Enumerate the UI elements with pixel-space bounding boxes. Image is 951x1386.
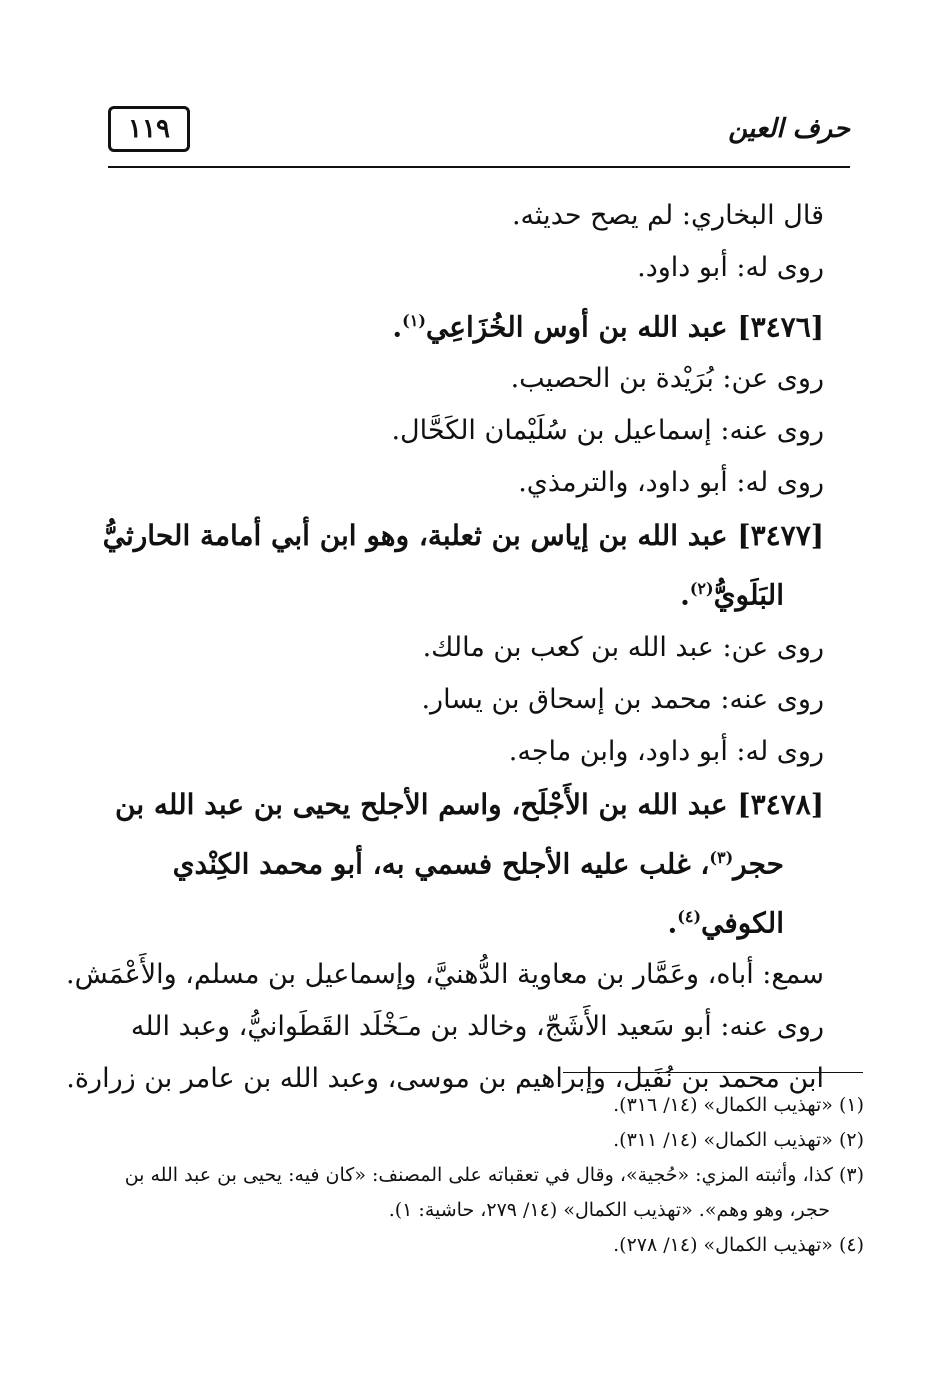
narrators-line: ابن محمد بن نُفَيل، وإبراهيم بن موسى، وعبد الله بن عامر بن زرارة. [66, 1063, 824, 1095]
entry-heading-3478: [٣٤٧٨] عبد الله بن الأَجْلَح، واسم الأجلح يحيى بن عبد الله بن [115, 787, 824, 821]
footnote-ref: (٣) [709, 847, 734, 867]
page-header [108, 100, 850, 160]
footnote-ref: (١) [402, 311, 426, 330]
entry-heading-text: [٣٤٧٦] عبد الله بن أوس الخُزَاعِي [425, 310, 824, 344]
body-line: قال البخاري: لم يصح حديثه. [511, 200, 824, 231]
heading-end: . [667, 906, 678, 940]
entry-heading-text: ، غلب عليه الأجلح فسمي به، أبو محمد الكِنْدي [172, 846, 710, 880]
body-line: روى له: أبو داود. [637, 252, 824, 283]
footnote: (٣) كذا، وأثبته المزي: «حُجية»، وقال في تعقباته على المصنف: «كان فيه: يحيى بن عبد الله بن [124, 1164, 864, 1186]
footnote-continuation: حجر، وهو وهم». «تهذيب الكمال» (١٤/ ٢٧٩، حاشية: ١). [388, 1199, 830, 1221]
entry-heading-3477-cont [112, 562, 824, 621]
entry-heading-3477: [٣٤٧٧] عبد الله بن إياس بن ثعلبة، وهو ابن أبي أمامة الحارثيُّ [102, 519, 824, 553]
page-body [66, 190, 824, 1105]
entry-heading-text: الكوفي [701, 906, 784, 940]
entry-heading-3478-cont1 [112, 831, 824, 890]
entry-line: روى عن: بُرَيْدة بن الحصيب. [510, 363, 824, 395]
heard-from-line: سمع: أباه، وعَمَّار بن معاوية الدُّهنيَّ، وإسماعيل بن مسلم، والأَعْمَش. [66, 959, 824, 991]
narrators-line: روى عنه: أبو سَعيد الأَشَجّ، وخالد بن مـَخْلَد القَطَوانيُّ، وعبد الله [130, 1011, 824, 1043]
footnote: (٤) «تهذيب الكمال» (١٤/ ٢٧٨). [613, 1234, 864, 1256]
footnote-rule [563, 1072, 863, 1073]
footnote: (٢) «تهذيب الكمال» (١٤/ ٣١١). [613, 1129, 864, 1151]
running-title: حرف العين [728, 114, 850, 144]
entry-line: روى له: أبو داود، والترمذي. [518, 467, 824, 499]
entry-heading-3478-cont2 [112, 890, 824, 949]
entry-heading-text: حجر [733, 846, 784, 880]
entry-heading-text: البَلَويُّ [713, 578, 784, 612]
footnote: (١) «تهذيب الكمال» (١٤/ ٣١٦). [613, 1094, 864, 1116]
entry-line: روى عنه: محمد بن إسحاق بن يسار. [421, 683, 824, 715]
footnotes [112, 1088, 864, 1263]
entry-line: روى عن: عبد الله بن كعب بن مالك. [422, 631, 824, 663]
entry-line: روى له: أبو داود، وابن ماجه. [508, 735, 824, 767]
footnote-ref: (٢) [689, 579, 714, 599]
page-number: ١١٩ [108, 106, 190, 152]
heading-end: . [392, 310, 403, 344]
header-rule [108, 166, 850, 168]
heading-end: . [680, 578, 690, 612]
entry-heading-3476 [112, 294, 824, 353]
footnote-ref: (٤) [677, 906, 702, 926]
entry-line: روى عنه: إسماعيل بن سُلَيْمان الكَحَّال. [391, 415, 824, 447]
